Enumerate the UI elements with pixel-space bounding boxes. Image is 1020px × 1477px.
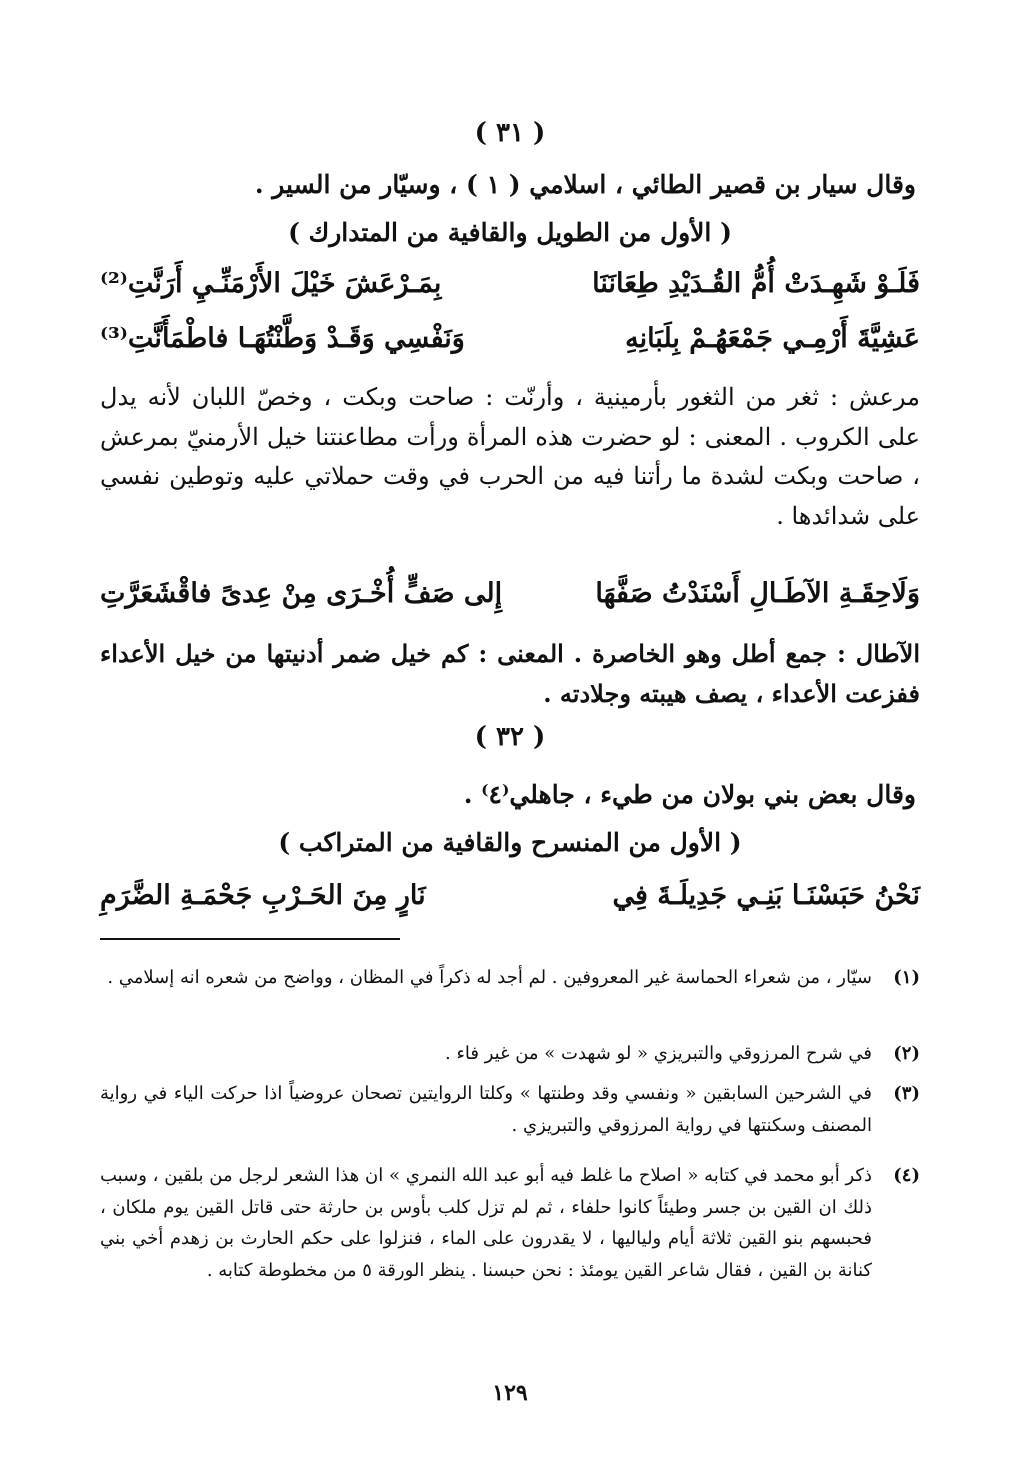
poem-31-intro: وقال سيار بن قصير الطائي ، اسلامي ( ١ ) ، وسيّار من السير .: [254, 170, 916, 199]
verse-3-first-hemistich: وَلَاحِقَـةِ الآطَـالِ أَسْنَدْتُ صَفَّهَا: [595, 578, 920, 609]
footnote-separator: [100, 938, 400, 940]
footnote-1-number: (١): [893, 967, 920, 988]
footnote-2-number: (٢): [893, 1043, 920, 1064]
poem-31-verse-2: [100, 323, 920, 367]
footnote-4: [100, 1160, 920, 1286]
poem-31-commentary-2: الآطال : جمع أطل وهو الخاصرة . المعنى : كم خيل ضمر أدنيتها من خيل الأعداء ففزعت الأعداء ، يصف هيبته وجلادته .: [100, 639, 920, 708]
verse-1-second-hemistich: بِمَـرْعَشَ خَيْلَ الأَرْمَنِّـيِ أَرَنَّتِ⁽²⁾: [100, 268, 442, 299]
poem-31-verse-1: [100, 268, 920, 312]
poem-31-number: ( ٣١ ): [474, 118, 546, 148]
poem-31-verse-3: [100, 578, 920, 622]
verse-2-first-hemistich: عَشِيَّةَ أَرْمِـي جَمْعَهُـمْ بِلَبَانِهِ: [625, 323, 920, 354]
poem-31-meter: ( الأول من الطويل والقافية من المتدارك ): [288, 218, 732, 247]
poem-32-meter: ( الأول من المنسرح والقافية من المتراكب ): [278, 828, 742, 857]
poem-32-number: ( ٣٢ ): [474, 722, 546, 752]
footnote-2: [100, 1038, 920, 1070]
footnote-4-number: (٤): [893, 1165, 920, 1186]
poem-32-second-hemistich: نَارٍ مِنَ الحَـرْبِ جَحْمَـةِ الضَّرَمِ: [100, 880, 426, 911]
verse-3-second-hemistich: إِلى صَفٍّ أُخْـرَى مِنْ عِدىً فاقْشَعَرَّتِ: [100, 578, 503, 609]
poem-32-intro: وقال بعض بني بولان من طيء ، جاهلي⁽٤⁾ .: [463, 780, 916, 809]
footnote-3: [100, 1078, 920, 1141]
page-number: ١٢٩: [492, 1380, 528, 1406]
poem-32-verse-1: [100, 880, 920, 924]
verse-1-first-hemistich: فَلَـوْ شَهِـدَتْ أُمُّ القُـدَيْدِ طِعَانَنَا: [592, 268, 920, 299]
footnote-3-text: في الشرحين السابقين « ونفسي وقد وطنتها » وكلتا الروايتين تصحان عروضياً اذا حركت الياء في رواية المصنف وسكنتها في رواية المرزوقي والتبريزي .: [100, 1083, 872, 1136]
verse-2-second-hemistich: وَنَفْسِي وَقَـدْ وَطَّنْتُهَـا فاطْمَأَنَّتِ⁽³⁾: [100, 323, 465, 354]
poem-32-first-hemistich: نَحْنُ حَبَسْنَـا بَنِـي جَدِيلَـةَ فِي: [612, 880, 920, 911]
footnote-1-text: سيّار ، من شعراء الحماسة غير المعروفين . لم أجد له ذكراً في المظان ، وواضح من شعره انه إسلامي .: [107, 967, 872, 988]
footnote-4-text: ذكر أبو محمد في كتابه « اصلاح ما غلط فيه أبو عبد الله النمري » ان هذا الشعر لرجل من بلقين ، وسبب ذلك ان القين بن جسر وطيئاً كانوا حلفاء ، ثم لم تزل كلب بأوس بن حارثة حتى قاتل القين يوم ملكان ، فحبسهم بنو القين ثلاثة أيام ولياليها ، لا يقدرون على الماء ، فنزلوا على حكم الحارث بن زهدم أخي بني كنانة بن القين ، فقال شاعر القين يومئذ : نحن حبسنا . ينظر الورقة ٥ من مخطوطة كتابه .: [100, 1165, 872, 1281]
footnote-1: [100, 962, 920, 994]
footnote-2-text: في شرح المرزوقي والتبريزي « لو شهدت » من غير فاء .: [445, 1043, 872, 1064]
footnote-3-number: (٣): [893, 1083, 920, 1104]
poem-31-commentary: مرعش : ثغر من الثغور بأرمينية ، وأرنّت : صاحت وبكت ، وخصّ اللبان لأنه يدل على الكروب . المعنى : لو حضرت هذه المرأة ورأت مطاعنتنا خيل الأرمنيّ بمرعش ، صاحت وبكت لشدة ما رأتنا فيه من الحرب في وقت حملاتي عليه وتوطين نفسي على شدائدها .: [100, 383, 920, 530]
